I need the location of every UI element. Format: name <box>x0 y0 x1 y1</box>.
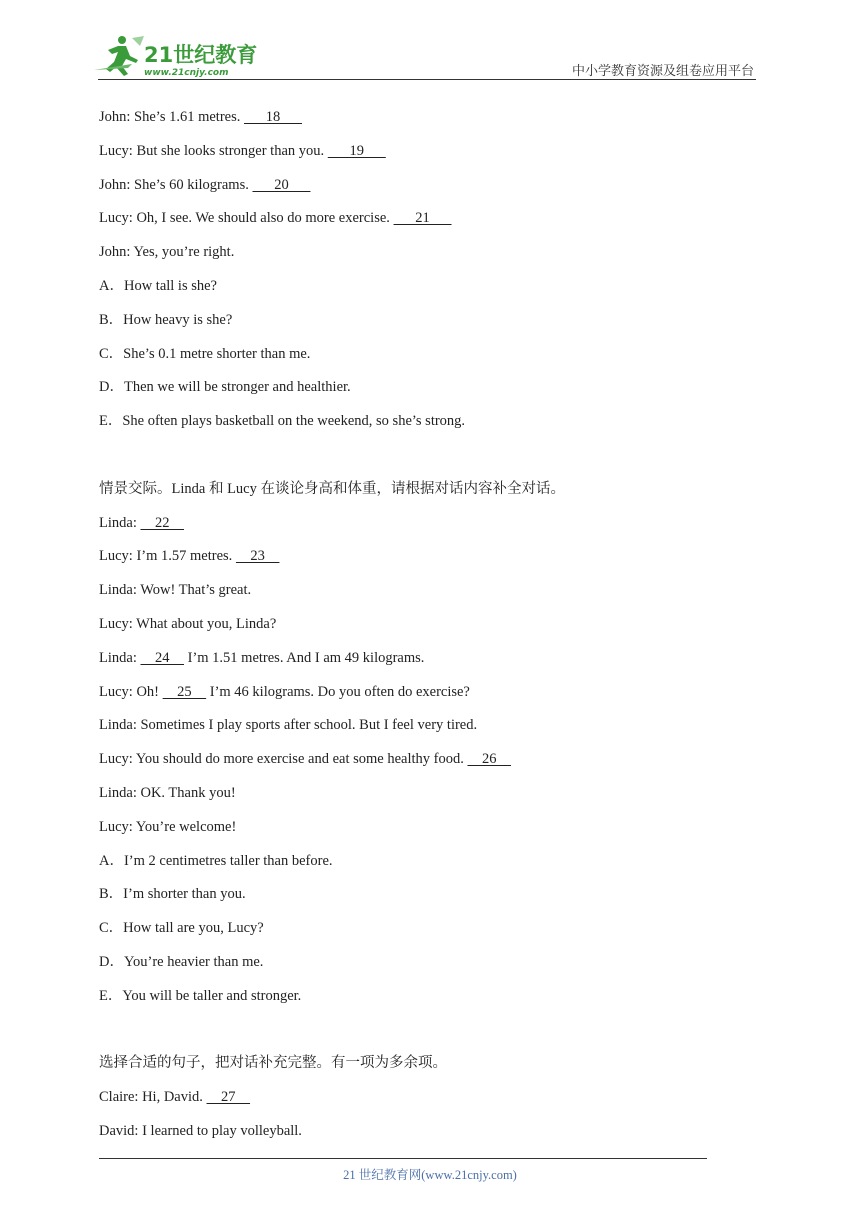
page-header <box>0 0 860 84</box>
answer-blank[interactable]: 20 <box>252 176 311 193</box>
dialogue-line <box>99 236 759 270</box>
dialogue-text: Lucy: You should do more exercise and eat some healthy food. <box>99 751 468 768</box>
dialogue-text: Linda: Sometimes I play sports after school. But I feel very tired. <box>99 717 478 734</box>
answer-blank[interactable]: 22 <box>140 514 184 531</box>
option-item: E．She often plays basketball on the weekend, so she’s strong. <box>99 413 466 430</box>
dialogue-text: Linda: Wow! That’s great. <box>99 582 252 599</box>
option-item: E．You will be taller and stronger. <box>99 987 302 1004</box>
dialogue-line <box>99 608 759 642</box>
dialogue-text: John: Yes, you’re right. <box>99 244 235 261</box>
logo-text: 21世纪教育 <box>144 43 258 67</box>
dialogue-text: Linda: <box>99 649 141 666</box>
dialogue-line <box>99 101 759 135</box>
answer-blank[interactable]: 23 <box>235 548 280 565</box>
header-divider <box>98 79 756 80</box>
dialogue-text: Lucy: You’re welcome! <box>99 818 237 835</box>
dialogue-text: Lucy: I’m 1.57 metres. <box>99 548 236 565</box>
dialogue-text: John: She’s 1.61 metres. <box>99 109 244 125</box>
option-item: A．I’m 2 centimetres taller than before. <box>99 852 333 869</box>
section-gap <box>99 1014 759 1048</box>
dialogue-text: Claire: Hi, David. <box>99 1089 207 1106</box>
dialogue-line <box>99 1115 759 1149</box>
answer-blank[interactable]: 18 <box>244 109 302 125</box>
dialogue-line <box>99 540 759 574</box>
dialogue-line <box>99 202 759 236</box>
option-item: A．How tall is she? <box>99 277 217 294</box>
dialogue-line <box>99 1081 759 1115</box>
answer-blank[interactable]: 21 <box>393 210 452 227</box>
answer-blank[interactable]: 24 <box>140 649 184 666</box>
dialogue-text: Linda: <box>99 514 141 531</box>
option-item: B．How heavy is she? <box>99 311 233 328</box>
dialogue-line <box>99 135 759 169</box>
dialogue-line <box>99 169 759 203</box>
section-instruction: 选择合适的句子，把对话补充完整。有一项为多余项。 <box>99 1055 447 1072</box>
platform-name: 中小学教育资源及组卷应用平台 <box>571 63 754 78</box>
section-instruction: 情景交际。Linda 和 Lucy 在谈论身高和体重，请根据对话内容补全对话。 <box>99 480 565 497</box>
dialogue-line <box>99 743 759 777</box>
answer-blank[interactable]: 26 <box>467 751 511 768</box>
dialogue-line <box>99 507 759 541</box>
option-item: C．How tall are you, Lucy? <box>99 920 264 937</box>
option-item: C．She’s 0.1 metre shorter than me. <box>99 345 311 362</box>
dialogue-text: David: I learned to play volleyball. <box>99 1122 302 1139</box>
dialogue-line <box>99 811 759 845</box>
dialogue-text: Lucy: But she looks stronger than you. <box>99 142 328 159</box>
dialogue-text: Lucy: Oh, I see. We should also do more exercise. <box>99 210 394 227</box>
dialogue-line <box>99 574 759 608</box>
dialogue-line <box>99 709 759 743</box>
dialogue-text: I’m 1.51 metres. And I am 49 kilograms. <box>183 649 425 666</box>
logo-21cnjy <box>92 34 262 78</box>
footer-text[interactable]: 21 世纪教育网(www.21cnjy.com) <box>343 1168 517 1182</box>
dialogue-text: John: She’s 60 kilograms. <box>99 176 253 193</box>
answer-blank[interactable]: 19 <box>327 142 386 159</box>
footer-divider <box>99 1158 707 1159</box>
dialogue-line <box>99 642 759 676</box>
dialogue-text: Lucy: Oh! <box>99 683 163 700</box>
answer-blank[interactable]: 25 <box>162 683 207 700</box>
option-item: D．You’re heavier than me. <box>99 953 264 970</box>
option-item: D．Then we will be stronger and healthier. <box>99 379 351 396</box>
dialogue-text: Lucy: What about you, Linda? <box>99 615 277 632</box>
document-body <box>99 101 759 1149</box>
logo-url: www.21cnjy.com <box>144 68 229 78</box>
dialogue-line <box>99 777 759 811</box>
dialogue-line <box>99 676 759 710</box>
dialogue-text: Linda: OK. Thank you! <box>99 784 236 801</box>
dialogue-text: I’m 46 kilograms. Do you often do exercise? <box>206 683 470 700</box>
section-gap <box>99 439 759 473</box>
answer-blank[interactable]: 27 <box>206 1089 251 1106</box>
option-item: B．I’m shorter than you. <box>99 886 246 903</box>
